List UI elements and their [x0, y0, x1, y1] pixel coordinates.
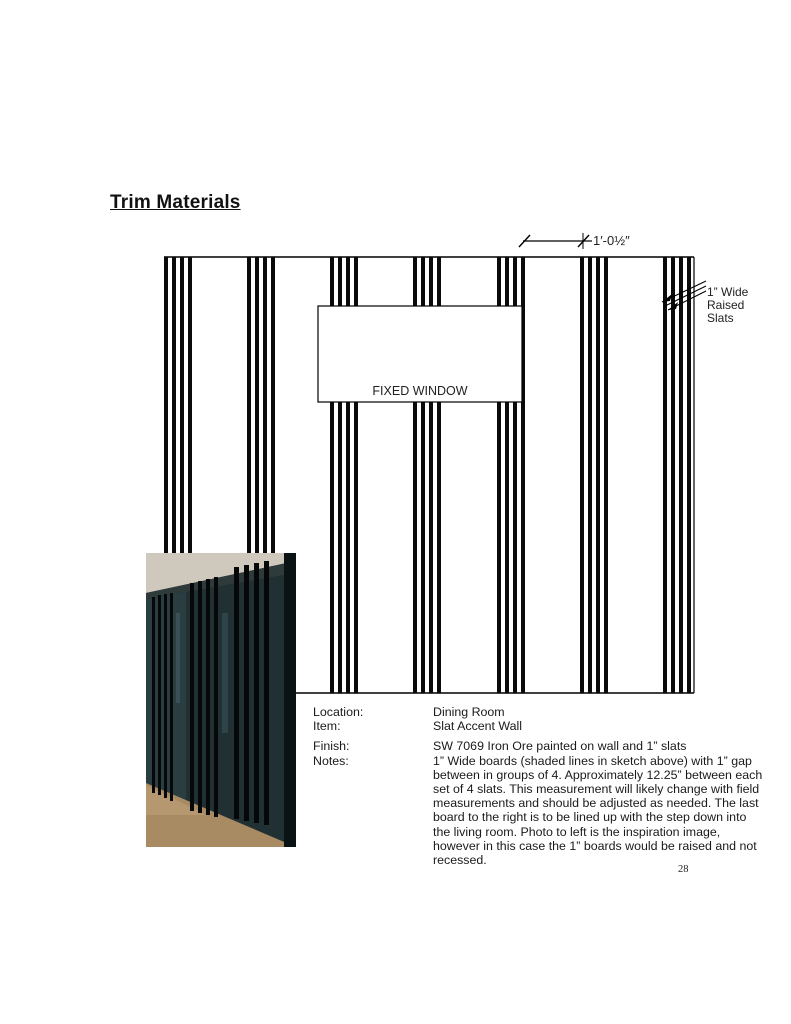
spec-label: Location:: [313, 705, 364, 719]
slat-group: [580, 257, 608, 693]
spec-row-finish: [313, 739, 763, 753]
slat-callout-leader: [662, 281, 706, 310]
spec-row-notes: [313, 754, 763, 868]
callout-line-1: 1” Wide: [707, 285, 749, 299]
slat: [596, 257, 600, 693]
spec-value: Dining Room: [433, 705, 505, 719]
page-heading: Trim Materials: [110, 192, 241, 213]
dimension-label: 1′-0½″: [593, 233, 630, 248]
slat: [679, 257, 683, 693]
slat: [580, 257, 584, 693]
slat: [671, 257, 675, 693]
spec-value: SW 7069 Iron Ore painted on wall and 1” slats: [433, 739, 687, 754]
spec-label: Notes:: [313, 753, 349, 768]
spec-row-location: [313, 705, 763, 719]
slat: [663, 257, 667, 693]
slat-group: [663, 257, 691, 693]
inspiration-photo: [146, 553, 296, 847]
spec-row-item: [313, 719, 763, 733]
callout-line-3: Slats: [707, 311, 734, 325]
fixed-window-label: FIXED WINDOW: [372, 384, 468, 398]
spec-label: Finish:: [313, 739, 350, 754]
spec-label: Item:: [313, 719, 341, 734]
slat: [687, 257, 691, 693]
slat: [588, 257, 592, 693]
dimension-annotation: [519, 233, 630, 249]
slat: [604, 257, 608, 693]
page-number: 28: [678, 864, 689, 875]
spec-block: [313, 705, 763, 867]
spec-value: Slat Accent Wall: [433, 719, 523, 734]
callout-line-2: Raised: [707, 298, 745, 312]
spec-value: 1” Wide boards (shaded lines in sketch above) with 1” gap between in groups of 4. Approximately 12.25” between each set of 4 slats. This measurement will likely change with field measurements and should be adjusted as needed. The last board to the right is to be lined up with the step down into the living room. Photo to left is the inspiration image, however in this case the 1” boards would be raised and not recessed.: [433, 753, 763, 868]
